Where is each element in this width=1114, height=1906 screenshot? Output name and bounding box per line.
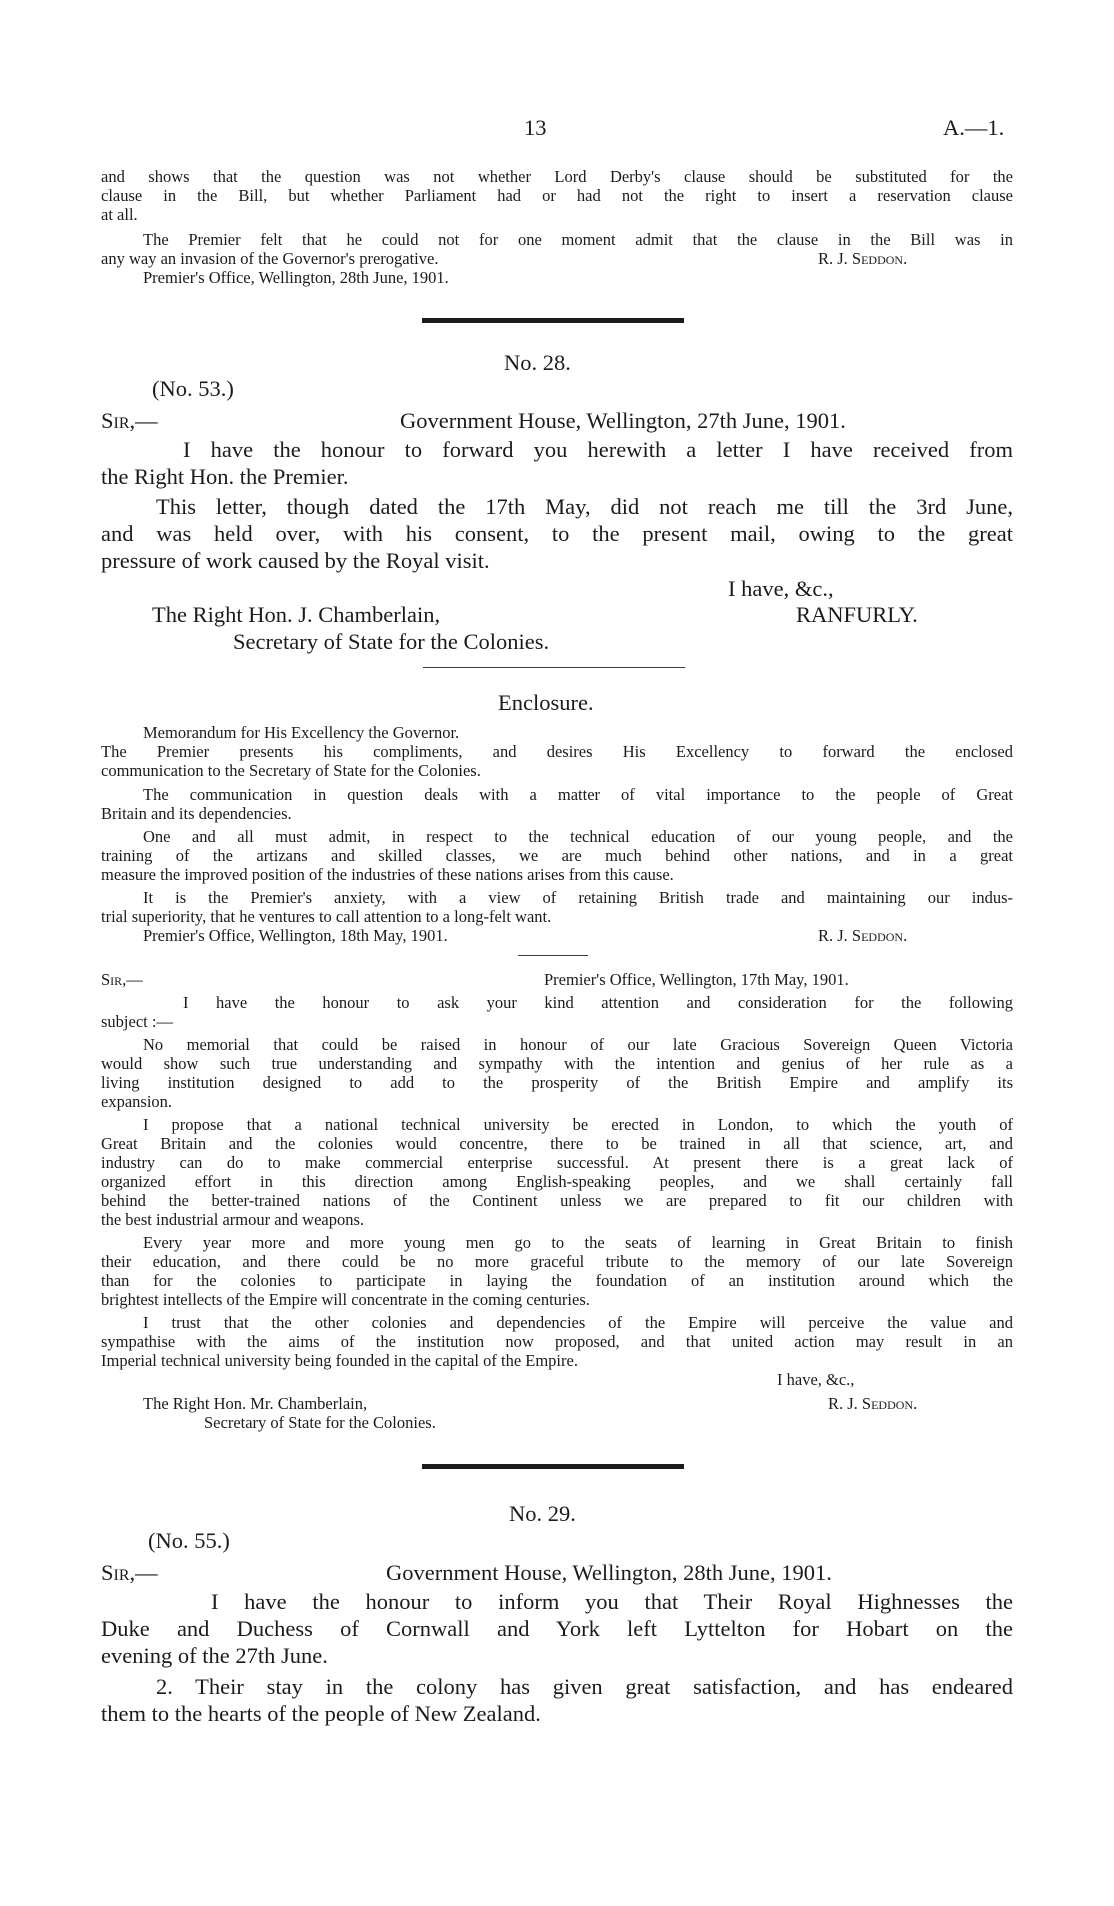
letter-line: No memorial that could be raised in honour of our late Gracious Sovereign Queen Victoria	[143, 1035, 1013, 1054]
despatch-reference: (No. 55.)	[148, 1528, 230, 1553]
letter-line: Every year more and more young men go to the seats of learning in Great Britain to finish	[143, 1233, 1013, 1252]
sender-address: Premier's Office, Wellington, 17th May, 1901.	[544, 970, 849, 989]
intro-line: The Premier felt that he could not for one moment admit that the clause in the Bill was in	[143, 230, 1013, 249]
body-line: evening of the 27th June.	[101, 1643, 328, 1668]
despatch-reference: (No. 53.)	[152, 376, 234, 401]
intro-line: clause in the Bill, but whether Parliament had or had not the right to insert a reservation clause	[101, 186, 1013, 205]
document-reference: A.—1.	[943, 115, 1005, 140]
body-line: and was held over, with his consent, to the present mail, owing to the great	[101, 521, 1013, 546]
sender-address: Government House, Wellington, 28th June, 1901.	[386, 1560, 832, 1585]
enclosure-line: It is the Premier's anxiety, with a view of retaining British trade and maintaining our indus-	[143, 888, 1013, 907]
sender-address: Government House, Wellington, 27th June, 1901.	[400, 408, 846, 433]
enclosure-line: Britain and its dependencies.	[101, 804, 292, 823]
section-divider	[422, 1464, 684, 1469]
body-line: This letter, though dated the 17th May, did not reach me till the 3rd June,	[156, 494, 1013, 519]
addressee-title: Secretary of State for the Colonies.	[233, 629, 550, 654]
despatch-heading: No. 28.	[504, 350, 571, 375]
intro-place-date: Premier's Office, Wellington, 28th June, 1901.	[143, 268, 449, 287]
closing: I have, &c.,	[728, 576, 834, 601]
body-line: them to the hearts of the people of New Zealand.	[101, 1701, 541, 1726]
enclosure-line: trial superiority, that he ventures to call attention to a long-felt want.	[101, 907, 552, 926]
section-divider	[422, 318, 684, 323]
enclosure-line: measure the improved position of the industries of these nations arises from this cause.	[101, 865, 674, 884]
body-line: the Right Hon. the Premier.	[101, 464, 349, 489]
addressee-name: The Right Hon. J. Chamberlain,	[152, 602, 441, 627]
intro-signature: R. J. Seddon.	[818, 249, 908, 268]
letter-line: Great Britain and the colonies would concentre, there to be trained in all that science, art, and	[101, 1134, 1013, 1153]
enclosure-line: The Premier presents his compliments, and desires His Excellency to forward the enclosed	[101, 742, 1013, 761]
enclosure-line: One and all must admit, in respect to the technical education of our young people, and the	[143, 827, 1013, 846]
enclosure-place-date: Premier's Office, Wellington, 18th May, 1901.	[143, 926, 448, 945]
letter-line: I have the honour to ask your kind attention and consideration for the following	[183, 993, 1013, 1012]
body-line: pressure of work caused by the Royal visit.	[101, 548, 490, 573]
section-divider	[423, 667, 685, 668]
letter-line: sympathise with the aims of the institution now proposed, and that united action may result in an	[101, 1332, 1013, 1351]
letter-line: industry can do to make commercial enterprise successful. At present there is a great lack of	[101, 1153, 1013, 1172]
intro-line: any way an invasion of the Governor's prerogative.	[101, 249, 439, 268]
short-divider	[518, 955, 588, 956]
letter-line: organized effort in this direction among English-speaking peoples, and we shall certainly fall	[101, 1172, 1013, 1191]
letter-line: the best industrial armour and weapons.	[101, 1210, 365, 1229]
signature: R. J. Seddon.	[828, 1394, 918, 1413]
enclosure-line: training of the artizans and skilled classes, we are much behind other nations, and in a great	[101, 846, 1013, 865]
body-line: I have the honour to inform you that Their Royal Highnesses the	[211, 1589, 1013, 1614]
intro-line: at all.	[101, 205, 138, 224]
intro-line: and shows that the question was not whether Lord Derby's clause should be substituted for the	[101, 167, 1013, 186]
salutation: Sir,—	[101, 1560, 158, 1585]
body-line: I have the honour to forward you herewith a letter I have received from	[183, 437, 1013, 462]
letter-line: Imperial technical university being founded in the capital of the Empire.	[101, 1351, 578, 1370]
body-line: 2. Their stay in the colony has given great satisfaction, and has endeared	[156, 1674, 1013, 1699]
letter-line: I propose that a national technical university be erected in London, to which the youth of	[143, 1115, 1013, 1134]
salutation: Sir,—	[101, 408, 158, 433]
addressee-name: The Right Hon. Mr. Chamberlain,	[143, 1394, 368, 1413]
letter-line: brightest intellects of the Empire will concentrate in the coming centuries.	[101, 1290, 590, 1309]
letter-line: would show such true understanding and sympathy with the intention and genius of her rule as a	[101, 1054, 1013, 1073]
letter-line: subject :—	[101, 1012, 173, 1031]
enclosure-line: The communication in question deals with a matter of vital importance to the people of Great	[143, 785, 1013, 804]
letter-line: behind the better-trained nations of the Continent unless we are prepared to fit our children with	[101, 1191, 1013, 1210]
enclosure-line: communication to the Secretary of State for the Colonies.	[101, 761, 481, 780]
closing: I have, &c.,	[777, 1370, 855, 1389]
salutation: Sir,—	[101, 970, 143, 989]
letter-line: expansion.	[101, 1092, 173, 1111]
letter-line: living institution designed to add to the prosperity of the British Empire and amplify its	[101, 1073, 1013, 1092]
body-line: Duke and Duchess of Cornwall and York left Lyttelton for Hobart on the	[101, 1616, 1013, 1641]
letter-line: I trust that the other colonies and dependencies of the Empire will perceive the value and	[143, 1313, 1013, 1332]
addressee-title: Secretary of State for the Colonies.	[204, 1413, 436, 1432]
letter-line: their education, and there could be no more graceful tribute to the memory of our late Sovereign	[101, 1252, 1013, 1271]
memo-title: Memorandum for His Excellency the Governor.	[143, 723, 460, 742]
letter-line: than for the colonies to participate in laying the foundation of an institution around which the	[101, 1271, 1013, 1290]
enclosure-heading: Enclosure.	[498, 690, 594, 715]
signature: RANFURLY.	[796, 602, 918, 627]
despatch-heading: No. 29.	[509, 1501, 576, 1526]
enclosure-signature: R. J. Seddon.	[818, 926, 908, 945]
page-number: 13	[524, 115, 547, 140]
